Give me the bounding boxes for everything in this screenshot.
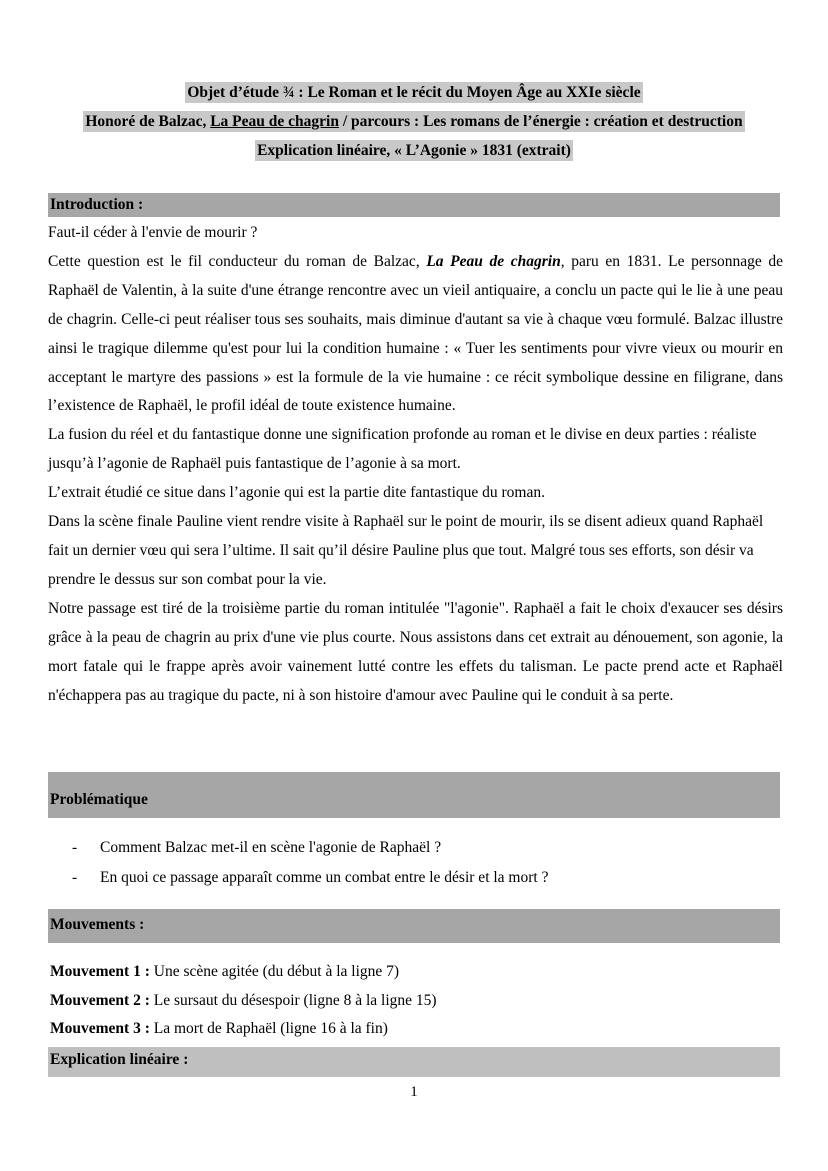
introduction-heading: Introduction : [48, 193, 780, 217]
parcours-text: / parcours : Les romans de l’énergie : création et destruction [338, 113, 743, 130]
intro-paragraph-4: Dans la scène finale Pauline vient rendre visite à Raphaël sur le point de mourir, ils se disent adieux quand Raphaël fait un dernier vœu qui sera l’ultime. Il sait qu’il désire Pauline plus que tout. Malgré tous ses efforts, son désir va prendre le dessus sur son combat pour la vie. [48, 513, 764, 588]
list-item: Mouvement 1 : Une scène agitée (du début à la ligne 7) [50, 963, 400, 981]
list-item: - En quoi ce passage apparaît comme un combat entre le désir et la mort ? [72, 869, 549, 886]
author-name: Honoré de Balzac, [85, 113, 211, 130]
list-item: Mouvement 3 : La mort de Raphaël (ligne 16 à la fin) [50, 1020, 388, 1038]
intro-paragraph-2: La fusion du réel et du fantastique donne une signification profonde au roman et le divise en deux parties : réaliste jusqu’à l’agonie de Raphaël puis fantastique de l’agonie à sa mort. [48, 426, 757, 473]
problematique-list [72, 833, 772, 893]
title-line-3: Explication linéaire, « L’Agonie » 1831 (extrait) [257, 142, 571, 159]
introduction-body [48, 219, 783, 710]
title-line-2 [83, 111, 744, 132]
book-title: La Peau de chagrin [210, 113, 339, 130]
problematique-heading: Problématique [48, 772, 780, 818]
list-item: - Comment Balzac met-il en scène l'agonie de Raphaël ? [72, 839, 442, 856]
intro-paragraph-5: Notre passage est tiré de la troisième partie du roman intitulée "l'agonie". Raphaël a fait le choix d'exaucer ses désirs grâce à la peau de chagrin au prix d'une vie plus courte. Nous assistons dans cet extrait au dénouement, son agonie, la mort fatale qui le frappe après avoir vainement lutté contre les effets du talisman. Le pacte prend acte et Raphaël n'échappera pas au tragique du pacte, ni à son histoire d'amour avec Pauline qui le conduit à sa perte. [48, 599, 783, 704]
list-item: Mouvement 2 : Le sursaut du désespoir (ligne 8 à la ligne 15) [50, 991, 437, 1009]
book-title-italic: La Peau de chagrin [426, 252, 561, 270]
title-block [48, 78, 780, 165]
intro-paragraph-3: L’extrait étudié ce situe dans l’agonie qui est la partie dite fantastique du roman. [48, 484, 545, 502]
page-number: 1 [410, 1084, 418, 1100]
intro-paragraph-1: Cette question est le fil conducteur du roman de Balzac, La Peau de chagrin, paru en 1831. Le personnage de Raphaël de Valentin, à la suite d'une étrange rencontre avec un vieil antiquaire, a conclu un pacte qui le lie à une peau de chagrin. Celle-ci peut réaliser tous ses souhaits, mais diminue d'autant sa vie à chaque vœu formulé. Balzac illustre ainsi le tragique dilemme qu'est pour lui la condition humaine : « Tuer les sentiments pour vivre vieux ou mourir en acceptant le martyre des passions » est la formule de la vie humaine : ce récit symbolique dessine en filigrane, dans l’existence de Raphaël, le profil idéal de toute existence humaine. [48, 252, 784, 415]
mouvements-list [50, 958, 780, 1044]
intro-question: Faut-il céder à l'envie de mourir ? [48, 224, 258, 241]
explication-heading: Explication linéaire : [48, 1047, 780, 1077]
mouvements-heading: Mouvements : [48, 909, 780, 943]
title-line-1: Objet d’étude ¾ : Le Roman et le récit du Moyen Âge au XXIe siècle [187, 84, 641, 101]
